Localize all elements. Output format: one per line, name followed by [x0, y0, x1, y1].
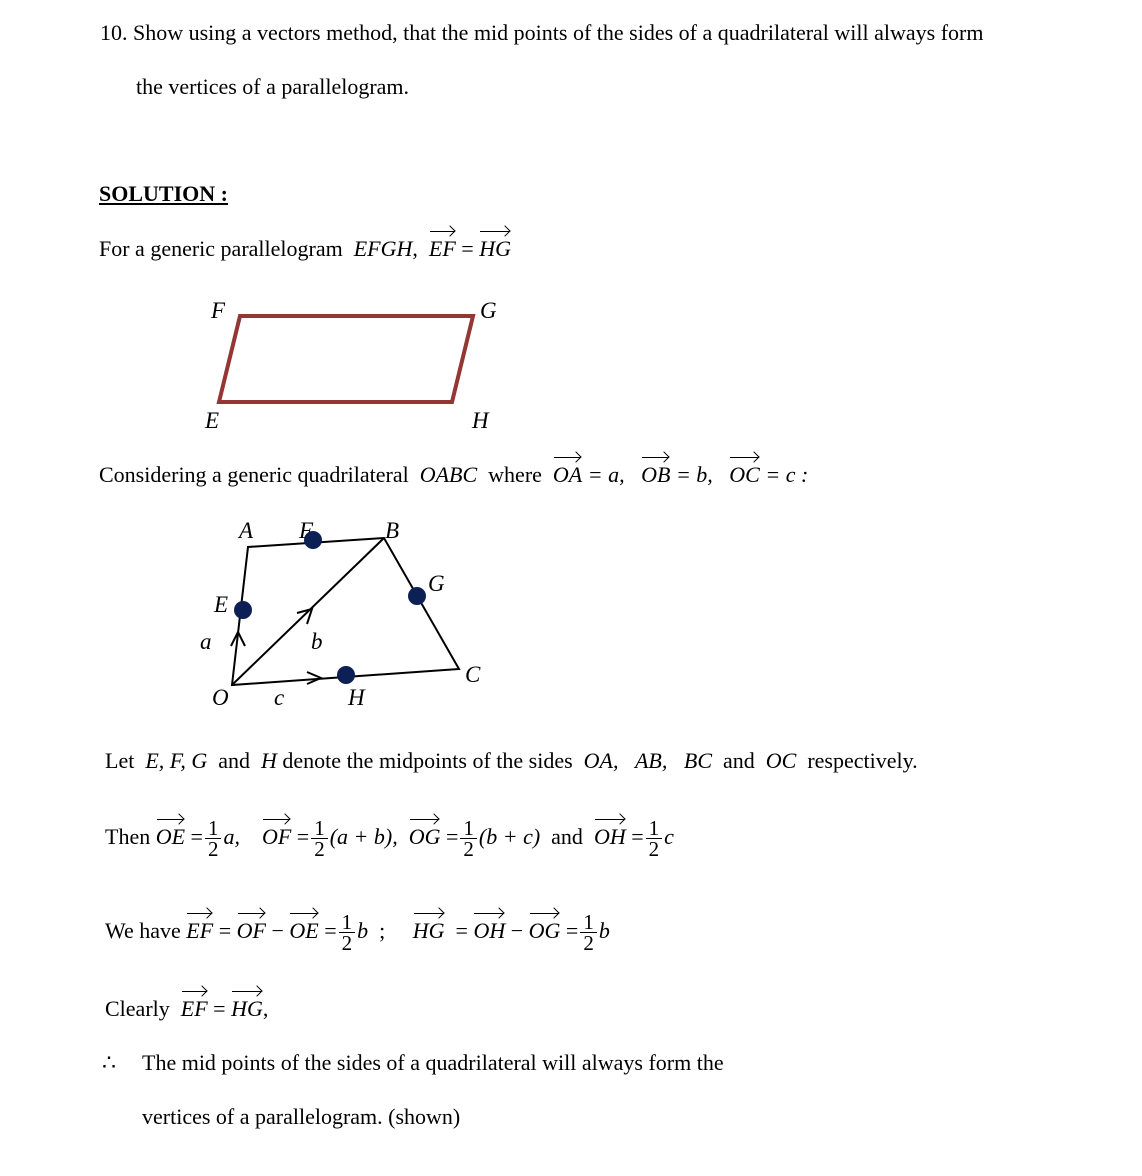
- text: OC: [765, 748, 797, 773]
- label-H: H: [472, 408, 489, 433]
- label-A: A: [239, 518, 254, 543]
- question-number: 10.: [100, 20, 128, 45]
- clearly-line: [105, 996, 268, 1022]
- text: Then: [105, 824, 151, 849]
- vector-OG: OG: [408, 824, 441, 849]
- numerator: 1: [460, 818, 477, 839]
- equals: =: [324, 918, 337, 943]
- question-text: Show using a vectors method, that the mid points of the sides of a quadrilateral will always form: [133, 20, 984, 45]
- shape-name: OABC: [419, 462, 478, 487]
- fraction-half: [646, 816, 663, 862]
- text: BC: [683, 748, 712, 773]
- midpoint-E-dot: [234, 601, 252, 619]
- label-F: F: [299, 518, 314, 543]
- text: ;: [379, 918, 386, 943]
- text: H: [261, 748, 277, 773]
- label-c: c: [274, 685, 285, 710]
- conclusion-line-1: The mid points of the sides of a quadrilateral will always form the: [142, 1050, 724, 1075]
- label-a: a: [200, 629, 212, 654]
- vector-OG: OG: [528, 918, 561, 943]
- text: Let: [105, 748, 135, 773]
- label-F: F: [211, 298, 226, 323]
- text: = a,: [587, 462, 625, 487]
- parallelogram-diagram: [204, 298, 497, 433]
- vector-OC: OC: [729, 462, 760, 487]
- text: and: [723, 748, 755, 773]
- text: a,: [223, 824, 240, 849]
- position-vectors-line: [105, 814, 674, 860]
- numerator: 1: [311, 818, 328, 839]
- equals: =: [565, 918, 579, 943]
- label-b: b: [311, 629, 323, 654]
- text: b: [598, 918, 610, 943]
- parallelogram-shape: [219, 316, 473, 402]
- label-O: O: [212, 685, 229, 710]
- text: respectively.: [807, 748, 918, 773]
- label-E: E: [205, 408, 220, 433]
- text: Clearly: [105, 996, 170, 1021]
- minus: −: [510, 918, 524, 943]
- text: denote the midpoints of the sides: [282, 748, 573, 773]
- vector-OF: OF: [236, 918, 266, 943]
- numerator: 1: [339, 912, 356, 933]
- equals: =: [455, 918, 468, 943]
- vector-OH: OH: [593, 824, 626, 849]
- numerator: 1: [580, 912, 597, 933]
- denominator: 2: [583, 931, 594, 956]
- midpoint-G-dot: [408, 587, 426, 605]
- fraction-half: [460, 816, 477, 862]
- arrow-b-icon: [297, 609, 312, 624]
- midpoints-statement: [105, 748, 918, 774]
- label-G: G: [428, 571, 445, 596]
- numerator: 1: [646, 818, 663, 839]
- vector-EF: EF: [180, 996, 208, 1021]
- vector-HG: HG: [479, 236, 511, 261]
- vector-EF: EF: [186, 918, 214, 943]
- midpoint-H-dot: [337, 666, 355, 684]
- arrow-c-icon: [307, 672, 321, 684]
- text: For a generic parallelogram: [99, 236, 343, 261]
- label-H: H: [348, 685, 365, 710]
- equals: =: [213, 996, 226, 1021]
- diagonal-OB: [232, 538, 384, 685]
- label-B: B: [385, 518, 400, 543]
- text: E, F, G: [145, 748, 208, 773]
- quadrilateral-shape: [232, 538, 459, 685]
- quadrilateral-statement: [99, 462, 808, 488]
- minus: −: [271, 918, 284, 943]
- therefore-symbol: ∴: [102, 1050, 116, 1075]
- question-line-2: the vertices of a parallelogram.: [136, 74, 410, 99]
- fraction-half: [339, 910, 356, 956]
- vector-OE: OE: [155, 824, 186, 849]
- denominator: 2: [341, 931, 353, 956]
- equals: =: [190, 824, 203, 849]
- label-G: G: [480, 298, 497, 323]
- vector-HG: HG: [231, 996, 263, 1021]
- text: Considering a generic quadrilateral: [99, 462, 409, 487]
- equals: =: [461, 236, 474, 261]
- vector-OB: OB: [641, 462, 671, 487]
- denominator: 2: [207, 837, 219, 862]
- fraction-half: [580, 910, 597, 956]
- text: and: [551, 824, 583, 849]
- text: ,: [262, 996, 269, 1021]
- text: b: [357, 918, 369, 943]
- equals: =: [296, 824, 310, 849]
- vector-HG: HG: [412, 918, 445, 943]
- denominator: 2: [648, 837, 660, 862]
- text: c: [664, 824, 674, 849]
- vector-OF: OF: [261, 824, 292, 849]
- equals: =: [445, 824, 459, 849]
- text: (a + b),: [329, 824, 398, 849]
- equals: =: [631, 824, 644, 849]
- text: We have: [105, 918, 181, 943]
- text: OA,: [583, 748, 619, 773]
- solution-heading: SOLUTION :: [99, 181, 228, 206]
- text: where: [488, 462, 542, 487]
- equals: =: [218, 918, 232, 943]
- vector-OE: OE: [289, 918, 319, 943]
- conclusion-line-2: vertices of a parallelogram. (shown): [142, 1104, 461, 1129]
- text: ,: [412, 236, 418, 261]
- vector-EF: EF: [428, 236, 456, 261]
- fraction-half: [311, 816, 328, 862]
- text: (b + c): [478, 824, 541, 849]
- fraction-half: [205, 816, 222, 862]
- text: AB,: [634, 748, 668, 773]
- vector-OA: OA: [552, 462, 583, 487]
- difference-vectors-line: [105, 908, 610, 954]
- label-E: E: [214, 592, 229, 617]
- shape-name: EFGH: [353, 236, 413, 261]
- denominator: 2: [314, 837, 325, 862]
- text: = b,: [675, 462, 713, 487]
- quadrilateral-diagram: [231, 531, 459, 685]
- denominator: 2: [463, 837, 474, 862]
- numerator: 1: [205, 818, 222, 839]
- label-C: C: [465, 662, 481, 687]
- text: and: [218, 748, 251, 773]
- text: = c :: [765, 462, 809, 487]
- vector-OH: OH: [473, 918, 506, 943]
